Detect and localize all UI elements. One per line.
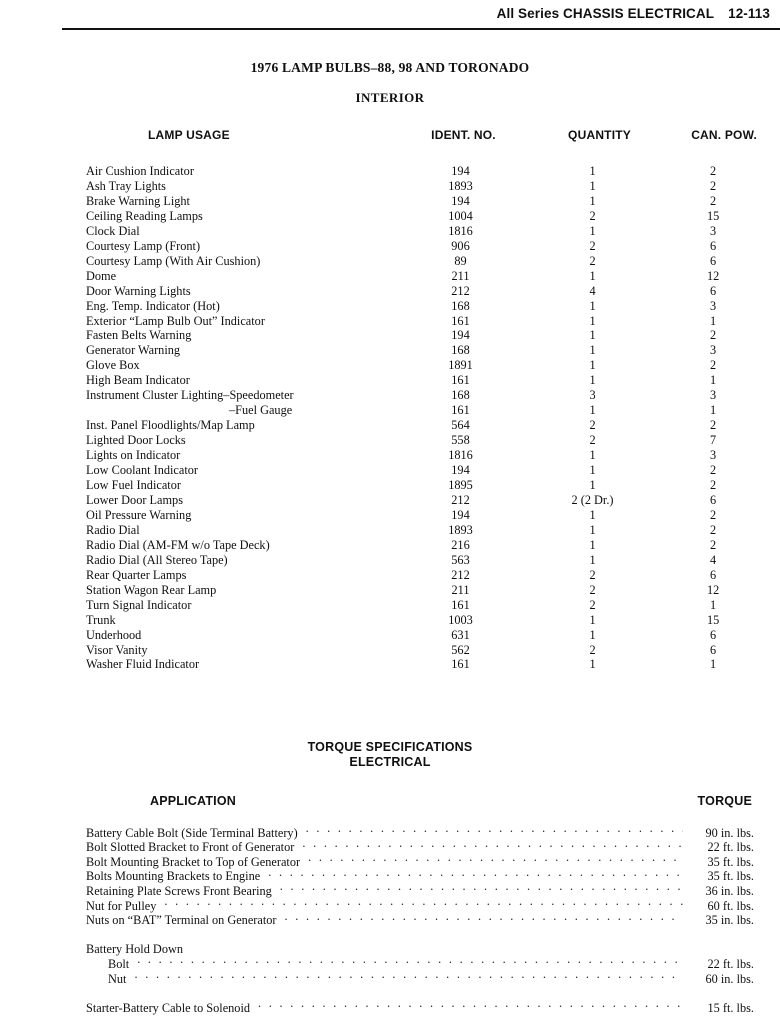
cell-lamp-usage: Turn Signal Indicator bbox=[86, 597, 192, 612]
torque-value: 36 in. lbs. bbox=[705, 883, 754, 898]
torque-value: 60 in. lbs. bbox=[705, 971, 754, 986]
table-row bbox=[0, 388, 780, 403]
torque-title-line2: ELECTRICAL bbox=[349, 755, 431, 769]
cell-ident-no: 161 bbox=[451, 597, 470, 612]
cell-can-pow: 1 bbox=[710, 403, 717, 418]
cell-can-pow: 1 bbox=[710, 313, 717, 328]
dot-leader bbox=[268, 866, 683, 881]
cell-ident-no: 1893 bbox=[448, 178, 473, 193]
cell-ident-no: 194 bbox=[451, 193, 470, 208]
cell-can-pow: 1 bbox=[710, 597, 717, 612]
table-row bbox=[0, 538, 780, 553]
cell-ident-no: 1816 bbox=[448, 223, 473, 238]
dot-leader bbox=[258, 997, 683, 1012]
cell-ident-no: 631 bbox=[451, 627, 470, 642]
table-row bbox=[0, 433, 780, 448]
table-row bbox=[0, 583, 780, 598]
cell-ident-no: 161 bbox=[451, 373, 470, 388]
torque-value: 35 in. lbs. bbox=[705, 913, 754, 928]
torque-application-label: Nuts on “BAT” Terminal on Generator bbox=[86, 913, 277, 928]
cell-ident-no: 212 bbox=[451, 283, 470, 298]
cell-can-pow: 2 bbox=[710, 507, 717, 522]
cell-lamp-usage: Door Warning Lights bbox=[86, 283, 191, 298]
cell-lamp-usage: Instrument Cluster Lighting–Speedometer bbox=[86, 388, 294, 403]
torque-application-label: Bolt bbox=[108, 956, 130, 971]
column-header-quantity: QUANTITY bbox=[568, 128, 631, 142]
torque-row bbox=[86, 822, 754, 840]
cell-can-pow: 6 bbox=[710, 627, 717, 642]
table-row bbox=[0, 314, 780, 329]
column-header-lamp-usage: LAMP USAGE bbox=[148, 128, 230, 142]
cell-quantity: 2 bbox=[589, 567, 596, 582]
cell-lamp-usage: Brake Warning Light bbox=[86, 193, 190, 208]
cell-ident-no: 194 bbox=[451, 507, 470, 522]
cell-can-pow: 6 bbox=[710, 492, 717, 507]
cell-lamp-usage: Inst. Panel Floodlights/Map Lamp bbox=[86, 418, 255, 433]
cell-lamp-usage: Oil Pressure Warning bbox=[86, 507, 192, 522]
cell-lamp-usage: Low Coolant Indicator bbox=[86, 463, 199, 478]
cell-ident-no: 211 bbox=[451, 582, 470, 597]
cell-lamp-usage: Lower Door Lamps bbox=[86, 492, 183, 507]
torque-application-label: Bolt Mounting Bracket to Top of Generator bbox=[86, 854, 301, 869]
page-number: 12-113 bbox=[728, 6, 770, 21]
cell-ident-no: 168 bbox=[451, 343, 470, 358]
cell-quantity: 1 bbox=[589, 268, 596, 283]
table-row bbox=[0, 328, 780, 343]
torque-row bbox=[86, 997, 754, 1015]
dot-leader bbox=[134, 968, 683, 983]
cell-ident-no: 1003 bbox=[448, 612, 473, 627]
cell-ident-no: 1893 bbox=[448, 522, 473, 537]
cell-quantity: 1 bbox=[589, 612, 596, 627]
table-row bbox=[0, 373, 780, 388]
cell-can-pow: 2 bbox=[710, 522, 717, 537]
cell-ident-no: 562 bbox=[451, 642, 470, 657]
cell-ident-no: 194 bbox=[451, 164, 470, 178]
cell-quantity: 2 bbox=[589, 253, 596, 268]
torque-application-label: Bolt Slotted Bracket to Front of Generator bbox=[86, 840, 295, 855]
table-row bbox=[0, 478, 780, 493]
column-header-application: APPLICATION bbox=[150, 794, 236, 808]
table-row bbox=[0, 508, 780, 523]
table-row bbox=[0, 269, 780, 284]
table-header-row bbox=[0, 128, 780, 164]
cell-quantity: 2 bbox=[589, 418, 596, 433]
cell-lamp-usage: Radio Dial (AM-FM w/o Tape Deck) bbox=[86, 537, 270, 552]
cell-ident-no: 564 bbox=[451, 418, 470, 433]
cell-ident-no: 563 bbox=[451, 552, 470, 567]
torque-value: 22 ft. lbs. bbox=[707, 840, 754, 855]
cell-can-pow: 2 bbox=[710, 178, 717, 193]
cell-ident-no: 558 bbox=[451, 433, 470, 448]
cell-can-pow: 4 bbox=[710, 552, 717, 567]
torque-value: 35 ft. lbs. bbox=[707, 854, 754, 869]
cell-quantity: 2 bbox=[589, 208, 596, 223]
cell-quantity: 1 bbox=[589, 403, 596, 418]
cell-lamp-usage: Rear Quarter Lamps bbox=[86, 567, 187, 582]
table-row bbox=[0, 568, 780, 583]
cell-quantity: 4 bbox=[589, 283, 596, 298]
cell-lamp-usage: Generator Warning bbox=[86, 343, 181, 358]
table-row bbox=[0, 284, 780, 299]
dot-leader bbox=[285, 910, 684, 925]
torque-specifications-list bbox=[86, 822, 754, 1015]
cell-can-pow: 2 bbox=[710, 328, 717, 343]
cell-ident-no: 168 bbox=[451, 298, 470, 313]
torque-value: 35 ft. lbs. bbox=[707, 869, 754, 884]
cell-ident-no: 216 bbox=[451, 537, 470, 552]
cell-quantity: 2 bbox=[589, 597, 596, 612]
cell-lamp-usage: Washer Fluid Indicator bbox=[86, 657, 200, 672]
cell-lamp-usage: Visor Vanity bbox=[86, 642, 148, 657]
torque-application-label: Nut bbox=[108, 971, 127, 986]
dot-leader bbox=[137, 953, 683, 968]
cell-can-pow: 2 bbox=[710, 164, 717, 178]
table-row bbox=[0, 343, 780, 358]
cell-lamp-usage: Air Cushion Indicator bbox=[86, 164, 194, 178]
cell-lamp-usage: Station Wagon Rear Lamp bbox=[86, 582, 217, 597]
cell-quantity: 1 bbox=[589, 343, 596, 358]
cell-can-pow: 2 bbox=[710, 478, 717, 493]
table-row bbox=[0, 657, 780, 672]
torque-row bbox=[86, 895, 754, 913]
cell-ident-no: 906 bbox=[451, 238, 470, 253]
cell-quantity: 1 bbox=[589, 298, 596, 313]
cell-quantity: 1 bbox=[589, 313, 596, 328]
torque-spacer bbox=[86, 983, 754, 998]
dot-leader bbox=[191, 939, 683, 954]
cell-lamp-usage: Exterior “Lamp Bulb Out” Indicator bbox=[86, 313, 265, 328]
lamp-section-subtitle: INTERIOR bbox=[355, 90, 425, 105]
cell-can-pow: 3 bbox=[710, 388, 717, 403]
cell-quantity: 1 bbox=[589, 507, 596, 522]
cell-quantity: 2 bbox=[589, 582, 596, 597]
cell-can-pow: 1 bbox=[710, 657, 717, 672]
cell-quantity: 1 bbox=[589, 463, 596, 478]
torque-value: 15 ft. lbs. bbox=[707, 1000, 754, 1015]
table-row bbox=[0, 463, 780, 478]
table-row bbox=[0, 643, 780, 658]
dot-leader bbox=[302, 837, 683, 852]
cell-lamp-usage: Lighted Door Locks bbox=[86, 433, 186, 448]
cell-ident-no: 194 bbox=[451, 463, 470, 478]
table-row bbox=[0, 448, 780, 463]
lamp-section-title: 1976 LAMP BULBS–88, 98 AND TORONADO bbox=[250, 60, 530, 75]
cell-lamp-usage: –Fuel Gauge bbox=[229, 403, 293, 418]
table-row bbox=[0, 598, 780, 613]
cell-ident-no: 89 bbox=[454, 253, 467, 268]
cell-can-pow: 6 bbox=[710, 238, 717, 253]
cell-can-pow: 2 bbox=[710, 193, 717, 208]
cell-can-pow: 1 bbox=[710, 373, 717, 388]
cell-quantity: 1 bbox=[589, 164, 596, 178]
cell-quantity: 1 bbox=[589, 448, 596, 463]
torque-application-label: Battery Cable Bolt (Side Terminal Battery) bbox=[86, 825, 298, 840]
cell-can-pow: 6 bbox=[710, 567, 717, 582]
table-row bbox=[0, 523, 780, 538]
cell-quantity: 2 (2 Dr.) bbox=[571, 492, 614, 507]
header-rule bbox=[62, 28, 780, 30]
dot-leader bbox=[306, 822, 683, 837]
cell-ident-no: 212 bbox=[451, 492, 470, 507]
cell-quantity: 1 bbox=[589, 522, 596, 537]
table-row bbox=[0, 403, 780, 418]
cell-ident-no: 1895 bbox=[448, 478, 473, 493]
cell-quantity: 1 bbox=[589, 193, 596, 208]
cell-ident-no: 211 bbox=[451, 268, 470, 283]
cell-quantity: 1 bbox=[589, 552, 596, 567]
cell-can-pow: 7 bbox=[710, 433, 717, 448]
table-row bbox=[0, 164, 780, 179]
cell-can-pow: 3 bbox=[710, 298, 717, 313]
cell-lamp-usage: Trunk bbox=[86, 612, 116, 627]
cell-lamp-usage: Low Fuel Indicator bbox=[86, 478, 181, 493]
cell-quantity: 1 bbox=[589, 328, 596, 343]
torque-application-label: Retaining Plate Screws Front Bearing bbox=[86, 883, 272, 898]
torque-application-label: Bolts Mounting Brackets to Engine bbox=[86, 869, 261, 884]
running-header-title: All Series CHASSIS ELECTRICAL bbox=[496, 6, 715, 21]
cell-quantity: 1 bbox=[589, 627, 596, 642]
cell-quantity: 1 bbox=[589, 537, 596, 552]
cell-can-pow: 2 bbox=[710, 463, 717, 478]
column-header-can-pow: CAN. POW. bbox=[691, 128, 757, 142]
torque-row bbox=[86, 953, 754, 971]
table-row bbox=[0, 493, 780, 508]
cell-ident-no: 161 bbox=[451, 657, 470, 672]
table-row bbox=[0, 628, 780, 643]
cell-lamp-usage: Clock Dial bbox=[86, 223, 140, 238]
cell-can-pow: 2 bbox=[710, 537, 717, 552]
lamp-bulbs-table bbox=[0, 128, 780, 672]
cell-ident-no: 1004 bbox=[448, 208, 473, 223]
torque-application-label: Battery Hold Down bbox=[86, 942, 183, 957]
cell-lamp-usage: Ceiling Reading Lamps bbox=[86, 208, 203, 223]
cell-can-pow: 6 bbox=[710, 253, 717, 268]
cell-quantity: 2 bbox=[589, 642, 596, 657]
cell-can-pow: 12 bbox=[706, 582, 720, 597]
cell-quantity: 3 bbox=[589, 388, 596, 403]
cell-quantity: 1 bbox=[589, 178, 596, 193]
torque-row bbox=[86, 910, 754, 928]
cell-lamp-usage: High Beam Indicator bbox=[86, 373, 190, 388]
cell-can-pow: 15 bbox=[706, 612, 720, 627]
cell-ident-no: 194 bbox=[451, 328, 470, 343]
cell-can-pow: 15 bbox=[706, 208, 720, 223]
torque-title-line1: TORQUE SPECIFICATIONS bbox=[307, 740, 473, 754]
column-header-ident-no: IDENT. NO. bbox=[431, 128, 496, 142]
table-row bbox=[0, 224, 780, 239]
dot-leader bbox=[308, 851, 683, 866]
table-row bbox=[0, 553, 780, 568]
cell-quantity: 2 bbox=[589, 433, 596, 448]
table-row bbox=[0, 239, 780, 254]
cell-ident-no: 1891 bbox=[448, 358, 473, 373]
cell-quantity: 2 bbox=[589, 238, 596, 253]
cell-can-pow: 3 bbox=[710, 448, 717, 463]
cell-can-pow: 3 bbox=[710, 343, 717, 358]
cell-can-pow: 6 bbox=[710, 642, 717, 657]
torque-section-title bbox=[0, 740, 780, 770]
cell-ident-no: 161 bbox=[451, 403, 470, 418]
cell-ident-no: 168 bbox=[451, 388, 470, 403]
table-row bbox=[0, 209, 780, 224]
table-row bbox=[0, 418, 780, 433]
table-row bbox=[0, 299, 780, 314]
cell-ident-no: 1816 bbox=[448, 448, 473, 463]
table-row bbox=[0, 358, 780, 373]
torque-application-label: Starter-Battery Cable to Solenoid bbox=[86, 1000, 251, 1015]
torque-application-label: Nut for Pulley bbox=[86, 898, 157, 913]
cell-can-pow: 6 bbox=[710, 283, 717, 298]
cell-lamp-usage: Courtesy Lamp (With Air Cushion) bbox=[86, 253, 261, 268]
cell-ident-no: 161 bbox=[451, 313, 470, 328]
cell-lamp-usage: Dome bbox=[86, 268, 117, 283]
torque-group-heading bbox=[86, 939, 754, 957]
table-row bbox=[0, 254, 780, 269]
cell-lamp-usage: Radio Dial (All Stereo Tape) bbox=[86, 552, 228, 567]
cell-quantity: 1 bbox=[589, 358, 596, 373]
table-row bbox=[0, 179, 780, 194]
cell-lamp-usage: Ash Tray Lights bbox=[86, 178, 166, 193]
cell-can-pow: 12 bbox=[706, 268, 720, 283]
torque-row bbox=[86, 968, 754, 986]
running-header bbox=[0, 6, 770, 21]
cell-lamp-usage: Radio Dial bbox=[86, 522, 140, 537]
cell-quantity: 1 bbox=[589, 223, 596, 238]
table-row bbox=[0, 194, 780, 209]
cell-lamp-usage: Glove Box bbox=[86, 358, 140, 373]
cell-quantity: 1 bbox=[589, 657, 596, 672]
cell-quantity: 1 bbox=[589, 478, 596, 493]
cell-can-pow: 2 bbox=[710, 418, 717, 433]
cell-lamp-usage: Eng. Temp. Indicator (Hot) bbox=[86, 298, 220, 313]
dot-leader bbox=[164, 895, 683, 910]
torque-value: 90 in. lbs. bbox=[705, 825, 754, 840]
cell-lamp-usage: Underhood bbox=[86, 627, 142, 642]
torque-value: 60 ft. lbs. bbox=[707, 898, 754, 913]
column-header-torque: TORQUE bbox=[697, 794, 752, 808]
cell-can-pow: 2 bbox=[710, 358, 717, 373]
cell-lamp-usage: Lights on Indicator bbox=[86, 448, 181, 463]
cell-lamp-usage: Courtesy Lamp (Front) bbox=[86, 238, 201, 253]
torque-value: 22 ft. lbs. bbox=[707, 956, 754, 971]
cell-quantity: 1 bbox=[589, 373, 596, 388]
cell-can-pow: 3 bbox=[710, 223, 717, 238]
dot-leader bbox=[280, 880, 683, 895]
cell-ident-no: 212 bbox=[451, 567, 470, 582]
cell-lamp-usage: Fasten Belts Warning bbox=[86, 328, 192, 343]
table-row bbox=[0, 613, 780, 628]
lamp-table-body bbox=[0, 164, 780, 672]
